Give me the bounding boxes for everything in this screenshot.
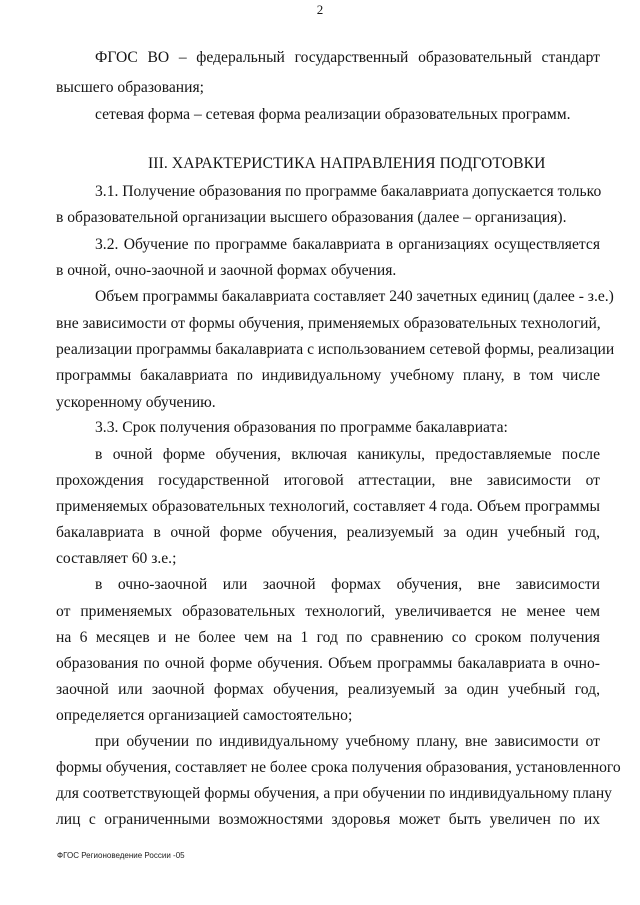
text-line: 3.1. Получение образования по программе бакалавриата допускается только — [95, 183, 602, 200]
text-line: для соответствующей формы обучения, а при обучении по индивидуальному плану — [56, 785, 612, 802]
text-line: ФГОС ВО – федеральный государственный образовательный стандарт — [95, 49, 600, 66]
text-line: в очной, очно-заочной и заочной формах обучения. — [56, 262, 397, 279]
section-heading: III. ХАРАКТЕРИСТИКА НАПРАВЛЕНИЯ ПОДГОТОВКИ — [148, 155, 546, 172]
text-line: 3.3. Срок получения образования по программе бакалавриата: — [95, 419, 508, 436]
text-line: ускоренному обучению. — [56, 394, 216, 411]
page-number: 2 — [316, 2, 324, 17]
text-line: высшего образования; — [56, 79, 204, 96]
text-line: определяется организацией самостоятельно; — [56, 707, 353, 724]
text-line: на 6 месяцев и не более чем на 1 год по сравнению со сроком получения — [56, 629, 600, 646]
text-line: в очной форме обучения, включая каникулы, предоставляемые после — [95, 446, 600, 463]
text-line: сетевая форма – сетевая форма реализации образовательных программ. — [95, 106, 571, 123]
text-line: лиц с ограниченными возможностями здоровья может быть увеличен по их — [56, 811, 600, 828]
text-line: при обучении по индивидуальному учебному плану, вне зависимости от — [95, 733, 600, 750]
text-line: от применяемых образовательных технологий, увеличивается не менее чем — [56, 603, 600, 620]
text-line: образования по очной форме обучения. Объем программы бакалавриата в очно- — [56, 655, 600, 672]
text-line: в очно-заочной или заочной формах обучения, вне зависимости — [95, 576, 600, 593]
text-line: применяемых образовательных технологий, составляет 4 года. Объем программы — [56, 498, 600, 515]
text-line: составляет 60 з.е.; — [56, 550, 177, 567]
text-line: реализации программы бакалавриата с использованием сетевой формы, реализации — [56, 341, 615, 358]
page-footer: ФГОС Регионоведение России -05 — [57, 851, 185, 860]
text-line: прохождения государственной итоговой аттестации, вне зависимости от — [56, 472, 600, 489]
text-line: 3.2. Обучение по программе бакалавриата в организациях осуществляется — [95, 236, 600, 253]
text-line: формы обучения, составляет не более срока получения образования, установленного — [56, 759, 621, 776]
text-line: Объем программы бакалавриата составляет 240 зачетных единиц (далее - з.е.) — [95, 288, 614, 305]
text-line: заочной или заочной формах обучения, реализуемый за один учебный год, — [56, 681, 600, 698]
text-line: вне зависимости от формы обучения, применяемых образовательных технологий, — [56, 315, 601, 332]
text-line: в образовательной организации высшего образования (далее – организация). — [56, 209, 567, 226]
text-line: бакалавриата в очной форме обучения, реализуемый за один учебный год, — [56, 524, 600, 541]
text-line: программы бакалавриата по индивидуальному учебному плану, в том числе — [56, 367, 600, 384]
